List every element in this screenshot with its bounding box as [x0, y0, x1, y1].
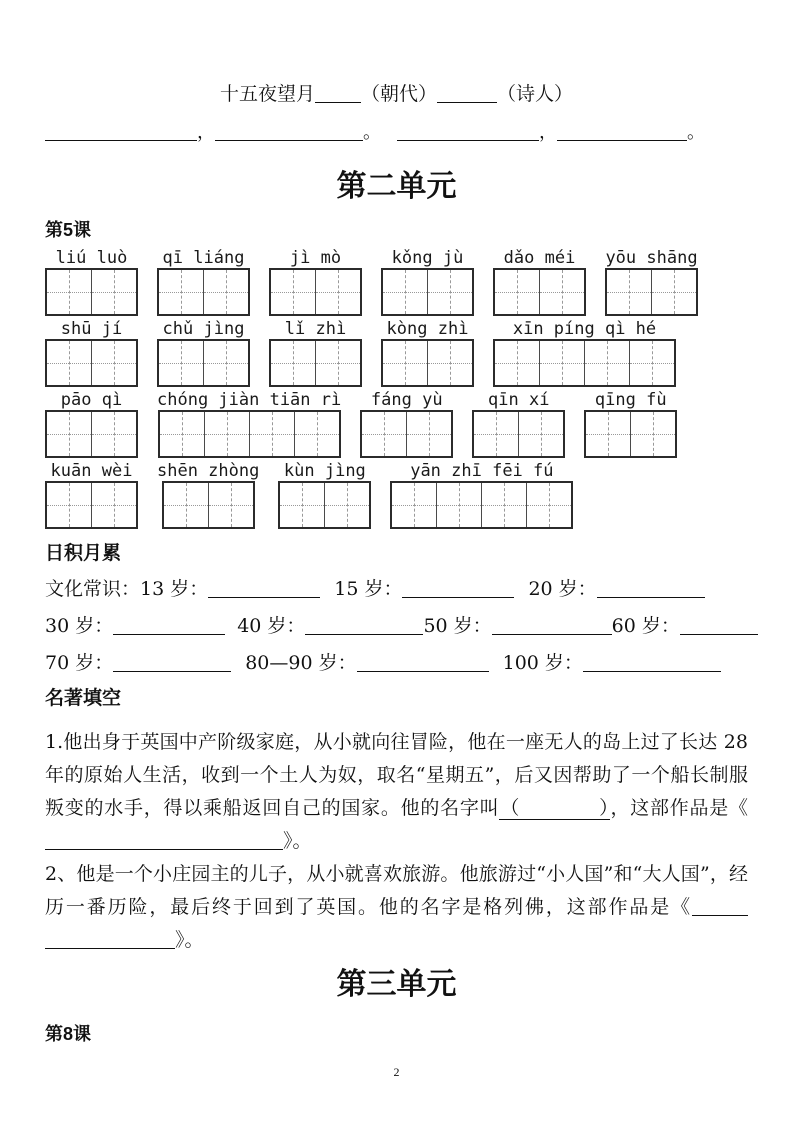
pinyin-label: shū jí — [60, 319, 123, 339]
tianzige-group — [158, 410, 341, 458]
accumulation-heading: 日积月累 — [45, 543, 122, 564]
pinyin-label: yōu shāng — [605, 248, 698, 268]
tianzige-cell — [209, 483, 253, 527]
pinyin-word-group — [390, 462, 573, 529]
tianzige-cell — [540, 270, 584, 314]
pinyin-label: qīng fù — [594, 390, 667, 410]
verse-blank — [45, 126, 197, 141]
tianzige-cell — [362, 412, 407, 456]
q1-text: 》。 — [283, 830, 312, 852]
tianzige-cell — [607, 270, 652, 314]
pinyin-label: shēn zhòng — [157, 461, 260, 481]
age-blank — [402, 583, 514, 598]
verse-punct: 。 — [363, 122, 381, 143]
pinyin-word-group — [157, 320, 250, 387]
tianzige-cell — [383, 270, 428, 314]
tianzige-cell — [407, 412, 451, 456]
tianzige-group — [278, 481, 371, 529]
age-label: 13 岁： — [140, 578, 209, 600]
tianzige-group — [493, 339, 676, 387]
tianzige-cell — [159, 341, 204, 385]
pinyin-word-group — [157, 391, 341, 458]
culture-knowledge-label: 文化常识： — [45, 578, 141, 600]
q1-text: 1.他出身于英国中产阶级家庭，从小就向往冒险，他在一座无人的岛上过了长达 28 年的原始人生活，收到一个土人为奴，取名“星期五”，后又因帮助了一个船长制服叛变的水手，得以乘船返回自己的国家。他的名字叫 — [45, 731, 748, 819]
age-label: 50 岁： — [423, 615, 492, 637]
pinyin-label: pāo qì — [60, 390, 123, 410]
tianzige-group — [157, 268, 250, 316]
pinyin-word-group — [157, 462, 259, 529]
tianzige-cell — [495, 341, 540, 385]
q1-blank — [45, 835, 133, 850]
age-label: 60 岁： — [611, 615, 680, 637]
verse-punct: 。 — [687, 122, 705, 143]
age-label: 100 岁： — [502, 652, 583, 674]
tianzige-group — [493, 268, 586, 316]
tianzige-cell — [47, 483, 92, 527]
age-label: 80—90 岁： — [245, 652, 357, 674]
tianzige-group — [472, 410, 565, 458]
pinyin-label: kòng zhì — [386, 319, 469, 339]
pinyin-word-group — [157, 249, 250, 316]
tianzige-cell — [164, 483, 209, 527]
tianzige-cell — [280, 483, 325, 527]
q2-blank — [692, 901, 748, 916]
pinyin-label: kùn jìng — [283, 461, 366, 481]
q1-paren-blank: （ ） — [500, 797, 610, 819]
tianzige-cell — [495, 270, 540, 314]
pinyin-label: yān zhī fēi fú — [410, 461, 554, 481]
tianzige-cell — [47, 270, 92, 314]
pinyin-word-group — [45, 249, 138, 316]
tianzige-cell — [586, 412, 631, 456]
tianzige-cell — [92, 270, 136, 314]
pinyin-row — [45, 320, 748, 387]
tianzige-cell — [271, 270, 316, 314]
age-blank — [305, 620, 423, 635]
tianzige-group — [269, 268, 362, 316]
tianzige-group — [157, 339, 250, 387]
tianzige-cell — [630, 341, 674, 385]
pinyin-word-group — [278, 462, 371, 529]
pinyin-label: lǐ zhì — [284, 319, 347, 339]
age-blank — [113, 657, 231, 672]
verse-blank — [215, 126, 363, 141]
pinyin-word-group — [381, 249, 474, 316]
poem-title: 十五夜望月 — [219, 83, 315, 105]
tianzige-cell — [527, 483, 571, 527]
q1-text: ，这部作品是《 — [610, 797, 748, 819]
age-blank — [357, 657, 489, 672]
pinyin-word-group — [45, 462, 138, 529]
tianzige-cell — [92, 341, 136, 385]
pinyin-word-group — [360, 391, 453, 458]
tianzige-cell — [47, 341, 92, 385]
age-blank — [208, 583, 320, 598]
tianzige-group — [381, 339, 474, 387]
q1-blank — [133, 835, 283, 850]
tianzige-group — [45, 268, 138, 316]
tianzige-cell — [295, 412, 339, 456]
pinyin-label: dǎo méi — [503, 248, 576, 268]
pinyin-word-group — [472, 391, 565, 458]
verse-punct: ， — [197, 122, 215, 143]
pinyin-label: chóng jiàn tiān rì — [157, 390, 342, 410]
masterpiece-heading: 名著填空 — [45, 688, 122, 709]
tianzige-cell — [325, 483, 369, 527]
age-blank — [583, 657, 721, 672]
verse-blank — [397, 126, 539, 141]
lesson8-heading: 第8课 — [45, 1024, 92, 1044]
pinyin-word-group — [493, 249, 586, 316]
pinyin-label: xīn píng qì hé — [512, 319, 657, 339]
poet-label: （诗人） — [497, 83, 574, 105]
tianzige-cell — [652, 270, 696, 314]
tianzige-cell — [92, 483, 136, 527]
age-blank — [492, 620, 612, 635]
verse-punct: ， — [539, 122, 557, 143]
poet-blank — [437, 88, 497, 103]
tianzige-cell — [250, 412, 295, 456]
age-label: 70 岁： — [45, 652, 114, 674]
pinyin-label: jì mò — [289, 248, 342, 268]
tianzige-cell — [383, 341, 428, 385]
pinyin-row — [45, 391, 748, 458]
pinyin-word-group — [493, 320, 676, 387]
tianzige-cell — [159, 270, 204, 314]
tianzige-cell — [428, 270, 472, 314]
pinyin-word-group — [45, 391, 138, 458]
tianzige-cell — [316, 341, 360, 385]
lesson5-heading: 第5课 — [45, 220, 92, 240]
tianzige-cell — [540, 341, 585, 385]
masterpiece-question-1 — [45, 726, 748, 858]
tianzige-cell — [474, 412, 519, 456]
tianzige-cell — [47, 412, 92, 456]
pinyin-word-group — [605, 249, 698, 316]
pinyin-label: qīn xí — [488, 390, 550, 410]
tianzige-cell — [585, 341, 630, 385]
unit3-heading: 第三单元 — [336, 968, 457, 1001]
pinyin-grid — [45, 249, 748, 529]
masterpiece-question-2 — [45, 858, 748, 957]
pinyin-word-group — [269, 320, 362, 387]
pinyin-word-group — [381, 320, 474, 387]
dynasty-blank — [315, 88, 361, 103]
pinyin-label: chǔ jìng — [162, 319, 245, 339]
tianzige-group — [605, 268, 698, 316]
tianzige-cell — [160, 412, 205, 456]
tianzige-cell — [204, 341, 248, 385]
age-blank — [113, 620, 225, 635]
pinyin-row — [45, 249, 748, 316]
pinyin-word-group — [584, 391, 677, 458]
pinyin-label: liú luò — [55, 248, 128, 268]
tianzige-cell — [316, 270, 360, 314]
pinyin-label: fáng yù — [370, 390, 443, 410]
age-blank — [597, 583, 705, 598]
age-label: 40 岁： — [237, 615, 306, 637]
unit2-heading: 第二单元 — [336, 170, 457, 203]
age-label: 30 岁： — [45, 615, 114, 637]
tianzige-group — [45, 339, 138, 387]
age-label: 15 岁： — [334, 578, 403, 600]
pinyin-row — [45, 462, 748, 529]
tianzige-cell — [271, 341, 316, 385]
page-number: 2 — [393, 1065, 400, 1079]
q2-text: 2、他是一个小庄园主的儿子，从小就喜欢旅游。他旅游过“小人国”和“大人国”，经历一番历险，最后终于回到了英国。他的名字是格列佛，这部作品是《 — [45, 863, 748, 918]
tianzige-cell — [428, 341, 472, 385]
tianzige-cell — [437, 483, 482, 527]
dynasty-label: （朝代） — [360, 83, 437, 105]
age-line — [45, 579, 748, 600]
tianzige-cell — [204, 270, 248, 314]
age-label: 20 岁： — [528, 578, 597, 600]
tianzige-group — [269, 339, 362, 387]
tianzige-group — [584, 410, 677, 458]
tianzige-cell — [519, 412, 563, 456]
tianzige-cell — [392, 483, 437, 527]
age-line — [45, 653, 748, 674]
tianzige-group — [390, 481, 573, 529]
pinyin-word-group — [269, 249, 362, 316]
poem-title-line — [45, 84, 748, 105]
tianzige-cell — [92, 412, 136, 456]
age-line — [45, 616, 748, 637]
tianzige-group — [45, 410, 138, 458]
tianzige-group — [162, 481, 255, 529]
age-blank — [680, 620, 758, 635]
tianzige-cell — [631, 412, 675, 456]
q2-blank — [45, 934, 175, 949]
pinyin-label: qī liáng — [162, 248, 245, 268]
verse-blanks-line — [45, 122, 748, 143]
tianzige-group — [360, 410, 453, 458]
tianzige-cell — [205, 412, 250, 456]
verse-blank — [557, 126, 687, 141]
tianzige-group — [45, 481, 138, 529]
pinyin-label: kǒng jù — [391, 248, 464, 268]
tianzige-group — [381, 268, 474, 316]
pinyin-word-group — [45, 320, 138, 387]
q2-text: 》。 — [175, 929, 204, 951]
culture-knowledge-lines — [45, 579, 748, 674]
pinyin-label: kuān wèi — [50, 461, 133, 481]
tianzige-cell — [482, 483, 527, 527]
